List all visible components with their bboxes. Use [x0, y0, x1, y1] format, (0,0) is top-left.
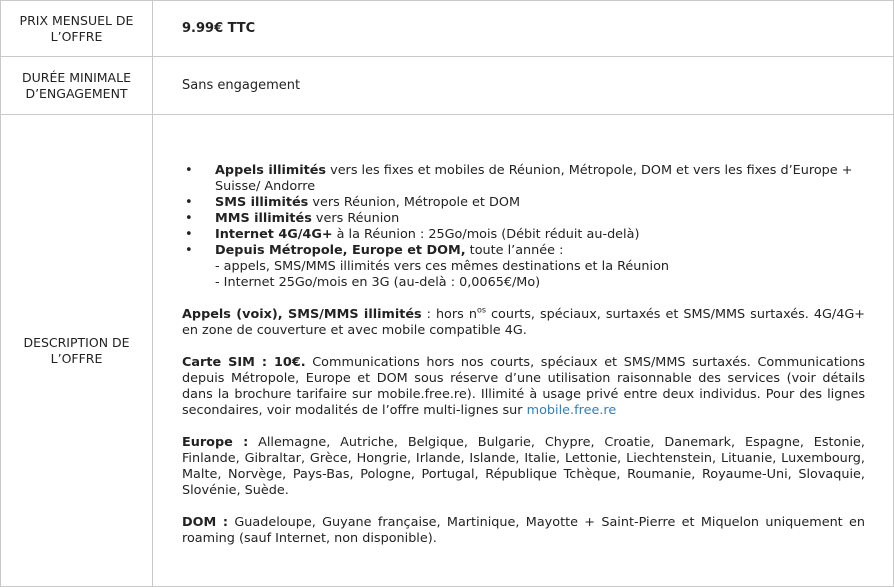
bullet-icon: • [185, 195, 193, 210]
europe-title: Europe : [182, 435, 249, 450]
calls-text-a: : hors n [421, 307, 477, 322]
feature-sub-line: - appels, SMS/MMS illimités vers ces mêmes destinations et la Réunion [215, 259, 670, 274]
bullet-icon: • [185, 211, 193, 226]
duration-value-cell [153, 57, 894, 115]
duration-row [1, 57, 894, 115]
list-item [182, 195, 865, 211]
list-item [182, 163, 865, 195]
price-value-cell [153, 1, 894, 57]
bullet-icon: • [185, 163, 193, 178]
feature-text: vers Réunion, Métropole et DOM [308, 195, 520, 210]
calls-text-b: courts, spéciaux, surtaxés et SMS/MMS surtaxés. 4G/4G+ en zone de couverture et avec mobile compatible 4G. [182, 307, 866, 338]
list-item [182, 243, 865, 291]
feature-text: vers Réunion [311, 211, 400, 226]
calls-superscript: os [476, 305, 486, 315]
description-label-cell [1, 115, 153, 587]
feature-title: Internet 4G/4G+ [215, 227, 333, 242]
bullet-icon: • [185, 243, 193, 258]
europe-paragraph [182, 435, 865, 499]
sim-paragraph [182, 355, 865, 419]
dom-title: DOM : [182, 515, 229, 530]
feature-title: MMS illimités [215, 211, 312, 226]
feature-text: vers les fixes et mobiles de Réunion, Métropole, DOM et vers les fixes d’Europe + Suisse/ Andorre [215, 163, 853, 194]
dom-paragraph [182, 515, 865, 547]
description-label: DESCRIPTION DE L’OFFRE [23, 334, 130, 366]
europe-text: Allemagne, Autriche, Belgique, Bulgarie, Chypre, Croatie, Danemark, Espagne, Estonie, Finlande, Gibraltar, Grèce, Hongrie, Irlande, Islande, Italie, Lettonie, Liechtenstein, Lituanie, Luxembourg, Malte, Norvège, Pays-Bas, Pologne, Portugal, République Tchèque, Roumanie, Royaume-Uni, Slovaquie, Slovénie, Suède. [182, 435, 865, 498]
feature-title: Appels illimités [215, 163, 327, 178]
duration-label-cell [1, 57, 153, 115]
duration-label: DURÉE MINIMALE D’ENGAGEMENT [22, 69, 131, 101]
feature-title: Depuis Métropole, Europe et DOM, [215, 243, 466, 258]
price-label-cell [1, 1, 153, 57]
description-content [153, 115, 894, 587]
bullet-icon: • [185, 227, 193, 242]
description-row [1, 115, 894, 587]
calls-paragraph [182, 307, 865, 339]
sim-text: Communications hors nos courts, spéciaux et SMS/MMS surtaxés. Communications depuis Métropole, Europe et DOM sous réserve d’une utilisation raisonnable des services (voir détails dans la brochure tarifaire sur mobile.free.re). Illimité à usage privé entre deux individus. Pour des lignes secondaires, voir modalités de l’offre multi-lignes sur [182, 355, 866, 418]
feature-title: SMS illimités [215, 195, 309, 210]
price-value: 9.99€ TTC [182, 20, 256, 36]
feature-sub-line: - Internet 25Go/mois en 3G (au-delà : 0,0065€/Mo) [215, 275, 541, 290]
sim-title: Carte SIM : 10€. [182, 355, 306, 370]
price-label: PRIX MENSUEL DE L’OFFRE [19, 12, 134, 44]
duration-value: Sans engagement [182, 77, 301, 93]
calls-title: Appels (voix), SMS/MMS illimités [182, 307, 422, 322]
feature-text: toute l’année : [465, 243, 564, 258]
mobile-free-link[interactable]: mobile.free.re [526, 403, 617, 418]
price-row [1, 1, 894, 57]
features-list [182, 163, 865, 291]
feature-text: à la Réunion : 25Go/mois (Débit réduit au-delà) [332, 227, 640, 242]
list-item [182, 211, 865, 227]
dom-text: Guadeloupe, Guyane française, Martinique, Mayotte + Saint-Pierre et Miquelon uniquement en roaming (sauf Internet, non disponible). [182, 515, 865, 546]
list-item [182, 227, 865, 243]
